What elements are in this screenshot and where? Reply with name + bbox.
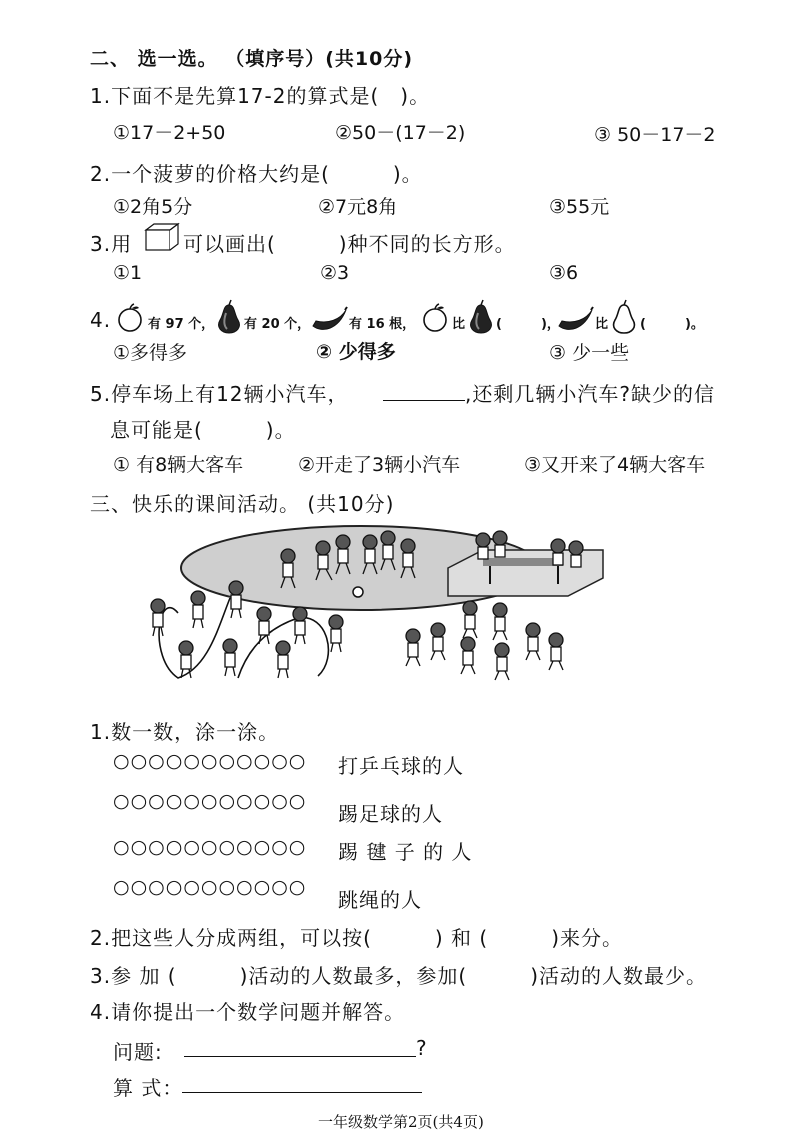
kid-figure bbox=[495, 643, 509, 680]
section-2-title: 二、 选一选。 （填序号）(共10分) bbox=[90, 48, 414, 70]
q1-option-1: ①17－2+50 bbox=[113, 122, 226, 144]
pear-icon bbox=[466, 299, 496, 335]
q2-option-1: ①2角5分 bbox=[113, 196, 193, 218]
question-label: 问题: bbox=[113, 1040, 163, 1064]
kid-figure bbox=[223, 639, 237, 676]
q4-option-1: ①多得多 bbox=[113, 342, 188, 364]
playground-illustration bbox=[138, 518, 608, 698]
kid-figure bbox=[431, 623, 445, 660]
q4-banana-count: 有 16 根， bbox=[349, 317, 416, 332]
kid-figure bbox=[276, 641, 290, 678]
kid-figure bbox=[179, 641, 193, 678]
question-mark: ? bbox=[416, 1036, 428, 1060]
count-label-football: 踢足球的人 bbox=[338, 802, 443, 826]
q1-option-3: ③ 50－17－2 bbox=[594, 124, 716, 146]
count-label-shuttlecock: 踢 毽 子 的 人 bbox=[338, 840, 473, 864]
count-circles-row[interactable]: ○○○○○○○○○○○ bbox=[113, 750, 307, 772]
s3-q4-stem: 4.请你提出一个数学问题并解答。 bbox=[90, 1000, 406, 1024]
q1-option-2: ②50－(17－2) bbox=[335, 122, 466, 144]
banana-icon bbox=[556, 306, 594, 334]
pear-icon bbox=[609, 299, 639, 335]
count-circles-row[interactable]: ○○○○○○○○○○○ bbox=[113, 876, 307, 898]
cuboid-icon bbox=[142, 222, 182, 254]
pear-icon bbox=[214, 299, 244, 335]
formula-label: 算 式： bbox=[113, 1076, 184, 1100]
q4-compare-1: 比 bbox=[452, 317, 466, 332]
q5-line2: 息可能是( )。 bbox=[110, 418, 296, 442]
q2-stem: 2.一个菠萝的价格大约是( )。 bbox=[90, 162, 423, 186]
q4-blank-1: ( )， bbox=[496, 317, 560, 332]
q4-blank-2: ( )。 bbox=[640, 317, 704, 332]
formula-answer-line[interactable] bbox=[182, 1072, 422, 1093]
q3-option-1: ①1 bbox=[113, 262, 143, 284]
banana-icon bbox=[310, 306, 348, 334]
apple-icon bbox=[420, 303, 452, 333]
q4-compare-2: 比 bbox=[595, 317, 609, 332]
kid-figure bbox=[526, 623, 540, 660]
kid-figure bbox=[191, 591, 205, 628]
q3-stem-post: 可以画出( )种不同的长方形。 bbox=[183, 232, 516, 256]
q2-option-3: ③55元 bbox=[549, 196, 610, 218]
q1-stem: 1.下面不是先算17-2的算式是( )。 bbox=[90, 84, 431, 108]
q5-line1-pre: 5.停车场上有12辆小汽车， bbox=[90, 382, 349, 406]
apple-icon bbox=[115, 303, 147, 333]
kid-figure bbox=[229, 581, 243, 618]
kid-figure bbox=[329, 615, 343, 652]
q3-option-2: ②3 bbox=[320, 262, 350, 284]
s3-q1-stem: 1.数一数，涂一涂。 bbox=[90, 720, 280, 744]
count-circles-row[interactable]: ○○○○○○○○○○○ bbox=[113, 790, 307, 812]
s3-q3: 3.参 加 ( )活动的人数最多，参加( )活动的人数最少。 bbox=[90, 964, 708, 988]
count-label-pingpong: 打乒乓球的人 bbox=[338, 754, 464, 778]
section-3-title: 三、快乐的课间活动。 (共10分) bbox=[90, 492, 395, 516]
q4-option-2: ② 少得多 bbox=[316, 341, 396, 363]
q5-option-1: ① 有8辆大客车 bbox=[113, 454, 244, 476]
q4-option-3: ③ 少一些 bbox=[549, 342, 630, 364]
kid-figure bbox=[463, 601, 477, 638]
q5-option-3: ③又开来了4辆大客车 bbox=[524, 454, 706, 476]
q3-stem-pre: 3.用 bbox=[90, 232, 133, 256]
kid-figure bbox=[293, 607, 307, 644]
count-label-jumprope: 跳绳的人 bbox=[338, 888, 422, 912]
page-footer: 一年级数学第2页(共4页) bbox=[318, 1113, 484, 1131]
kid-figure bbox=[493, 603, 507, 640]
question-answer-line[interactable] bbox=[184, 1036, 416, 1057]
q4-pear-count: 有 20 个， bbox=[244, 317, 311, 332]
q3-option-3: ③6 bbox=[549, 262, 579, 284]
kid-figure bbox=[549, 633, 563, 670]
q5-option-2: ②开走了3辆小汽车 bbox=[298, 454, 461, 476]
s3-q2: 2.把这些人分成两组，可以按( ) 和 ( )来分。 bbox=[90, 926, 624, 950]
q5-blank-line bbox=[383, 380, 465, 401]
q4-number: 4. bbox=[90, 308, 112, 332]
football-icon bbox=[353, 587, 363, 597]
kid-figure bbox=[461, 637, 475, 674]
q2-option-2: ②7元8角 bbox=[318, 196, 398, 218]
q5-line1-post: ,还剩几辆小汽车?缺少的信 bbox=[465, 382, 715, 406]
count-circles-row[interactable]: ○○○○○○○○○○○ bbox=[113, 836, 307, 858]
kid-figure bbox=[257, 607, 271, 644]
kid-figure bbox=[151, 599, 165, 636]
kid-figure bbox=[406, 629, 420, 666]
q4-apple-count: 有 97 个， bbox=[148, 317, 215, 332]
